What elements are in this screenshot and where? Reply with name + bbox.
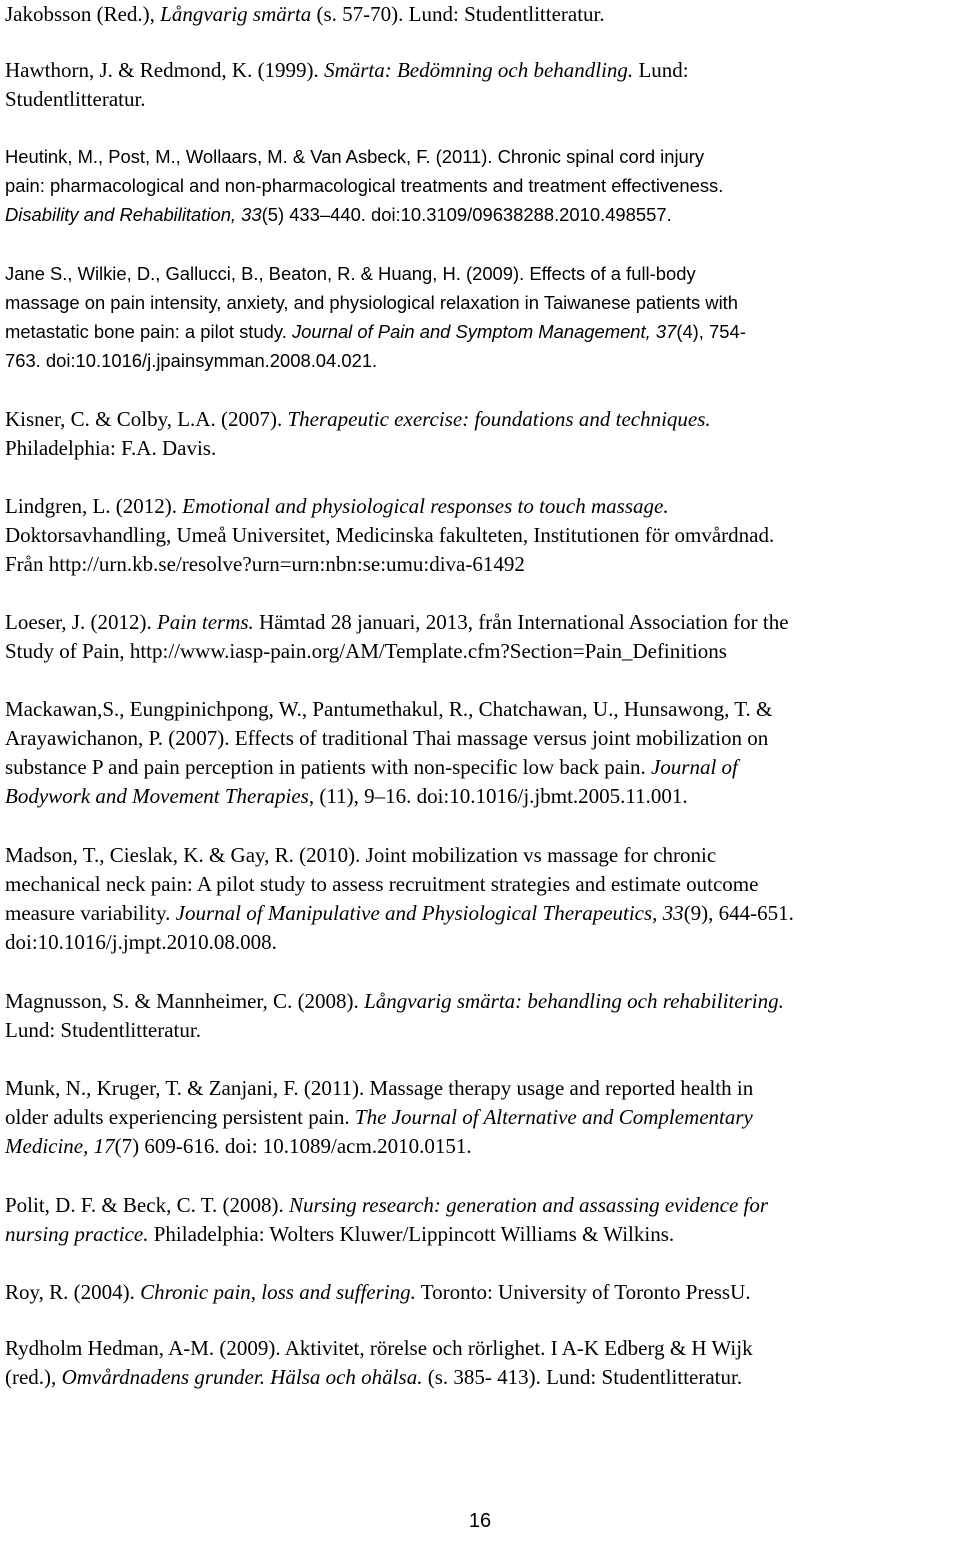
italic-text: Emotional and physiological responses to touch massage. (182, 494, 669, 518)
text-segment: metastatic bone pain: a pilot study. (5, 321, 292, 342)
text-segment: Toronto: University of Toronto PressU. (415, 1280, 751, 1304)
italic-text: Journal of Manipulative and Physiological Therapeutics, 33 (175, 901, 684, 925)
reference-line (5, 0, 605, 29)
text-segment: (7) 609-616. doi: 10.1089/acm.2010.0151. (114, 1134, 472, 1158)
text-segment: Magnusson, S. & Mannheimer, C. (2008). (5, 989, 365, 1013)
italic-text: Journal of (650, 755, 738, 779)
reference-line (5, 521, 774, 550)
text-segment: Study of Pain, http://www.iasp-pain.org/AM/Template.cfm?Section=Pain_Definitions (5, 639, 727, 663)
reference-line (5, 550, 525, 579)
italic-text: Bodywork and Movement Therapies (5, 784, 309, 808)
text-segment: (red.), (5, 1365, 62, 1389)
italic-text: nursing practice. (5, 1222, 149, 1246)
text-segment: doi:10.1016/j.jmpt.2010.08.008. (5, 930, 277, 954)
text-segment: massage on pain intensity, anxiety, and physiological relaxation in Taiwanese patients with (5, 292, 738, 313)
page-number: 16 (468, 1510, 492, 1532)
text-segment: Roy, R. (2004). (5, 1280, 141, 1304)
italic-text: Smärta: Bedömning och behandling. (324, 58, 634, 82)
reference-line (5, 841, 716, 870)
text-segment: Madson, T., Cieslak, K. & Gay, R. (2010). Joint mobilization vs massage for chronic (5, 843, 717, 867)
reference-line (5, 1278, 751, 1307)
italic-text: Omvårdnadens grunder. Hälsa och ohälsa. (61, 1365, 423, 1389)
text-segment: (4), 754- (676, 321, 746, 342)
reference-line (5, 987, 784, 1016)
reference-line (5, 288, 738, 317)
reference-line (5, 85, 146, 114)
reference-line (5, 405, 711, 434)
reference-line (5, 1016, 201, 1045)
reference-line (5, 1191, 768, 1220)
italic-text: Långvarig smärta: behandling och rehabilitering. (364, 989, 784, 1013)
italic-text: Långvarig smärta (160, 2, 312, 26)
text-segment: Philadelphia: F.A. Davis. (5, 436, 217, 460)
reference-line (5, 346, 377, 375)
text-segment: Kisner, C. & Colby, L.A. (2007). (5, 407, 288, 431)
reference-line (5, 200, 672, 229)
reference-line (5, 695, 772, 724)
reference-line (5, 142, 704, 171)
reference-line (5, 782, 688, 811)
text-segment: substance P and pain perception in patients with non-specific low back pain. (5, 755, 651, 779)
italic-text: Chronic pain, loss and suffering. (140, 1280, 416, 1304)
text-segment: , (11), 9–16. doi:10.1016/j.jbmt.2005.11.001. (308, 784, 688, 808)
italic-text: Disability and Rehabilitation, 33 (5, 204, 262, 225)
italic-text: Medicine, 17 (5, 1134, 115, 1158)
reference-line (5, 1074, 753, 1103)
reference-line (5, 1103, 753, 1132)
text-segment: measure variability. (5, 901, 176, 925)
text-segment: Från http://urn.kb.se/resolve?urn=urn:nbn:se:umu:diva-61492 (5, 552, 525, 576)
reference-line (5, 753, 738, 782)
reference-line (5, 608, 789, 637)
text-segment: (9), 644-651. (683, 901, 794, 925)
text-segment: Rydholm Hedman, A-M. (2009). Aktivitet, rörelse och rörlighet. I A-K Edberg & H Wijk (5, 1336, 753, 1360)
reference-line (5, 492, 669, 521)
text-segment: Lindgren, L. (2012). (5, 494, 183, 518)
reference-line (5, 1220, 674, 1249)
text-segment: mechanical neck pain: A pilot study to assess recruitment strategies and estimate outcome (5, 872, 759, 896)
text-segment: Heutink, M., Post, M., Wollaars, M. & Van Asbeck, F. (2011). Chronic spinal cord injury (5, 146, 705, 167)
text-segment: 763. doi:10.1016/j.jpainsymman.2008.04.021. (5, 350, 378, 371)
reference-line (5, 1334, 753, 1363)
reference-line (5, 259, 696, 288)
text-segment: (5) 433–440. doi:10.3109/09638288.2010.498557. (261, 204, 672, 225)
italic-text: Nursing research: generation and assassing evidence for (288, 1193, 769, 1217)
italic-text: The Journal of Alternative and Complementary (354, 1105, 753, 1129)
text-segment: Hämtad 28 januari, 2013, från International Association for the (253, 610, 789, 634)
text-segment: (s. 385- 413). Lund: Studentlitteratur. (422, 1365, 743, 1389)
text-segment: Hawthorn, J. & Redmond, K. (1999). (5, 58, 325, 82)
text-segment: older adults experiencing persistent pain. (5, 1105, 355, 1129)
reference-line (5, 724, 768, 753)
text-segment: pain: pharmacological and non-pharmacological treatments and treatment effectiveness. (5, 175, 724, 196)
text-segment: Philadelphia: Wolters Kluwer/Lippincott Williams & Wilkins. (148, 1222, 675, 1246)
reference-line (5, 56, 689, 85)
reference-line (5, 1132, 472, 1161)
reference-line (5, 899, 794, 928)
reference-line (5, 317, 746, 346)
italic-text: Pain terms. (156, 610, 254, 634)
text-segment: Jakobsson (Red.), (5, 2, 161, 26)
italic-text: Journal of Pain and Symptom Management, 37 (291, 321, 677, 342)
reference-line (5, 870, 758, 899)
text-segment: Lund: (633, 58, 689, 82)
text-segment: Loeser, J. (2012). (5, 610, 157, 634)
text-segment: Studentlitteratur. (5, 87, 146, 111)
text-segment: Mackawan,S., Eungpinichpong, W., Pantumethakul, R., Chatchawan, U., Hunsawong, T. & (5, 697, 773, 721)
text-segment: (s. 57-70). Lund: Studentlitteratur. (311, 2, 605, 26)
text-segment: Jane S., Wilkie, D., Gallucci, B., Beaton, R. & Huang, H. (2009). Effects of a full-body (5, 263, 696, 284)
text-segment: Lund: Studentlitteratur. (5, 1018, 201, 1042)
reference-line (5, 434, 216, 463)
text-segment: Polit, D. F. & Beck, C. T. (2008). (5, 1193, 289, 1217)
text-segment: Doktorsavhandling, Umeå Universitet, Medicinska fakulteten, Institutionen för omvårdnad. (5, 523, 775, 547)
reference-line (5, 1363, 742, 1392)
italic-text: Therapeutic exercise: foundations and techniques. (287, 407, 711, 431)
reference-line (5, 171, 723, 200)
reference-line (5, 637, 727, 666)
text-segment: Arayawichanon, P. (2007). Effects of traditional Thai massage versus joint mobilization on (5, 726, 769, 750)
reference-line (5, 928, 277, 957)
text-segment: Munk, N., Kruger, T. & Zanjani, F. (2011). Massage therapy usage and reported health in (5, 1076, 754, 1100)
